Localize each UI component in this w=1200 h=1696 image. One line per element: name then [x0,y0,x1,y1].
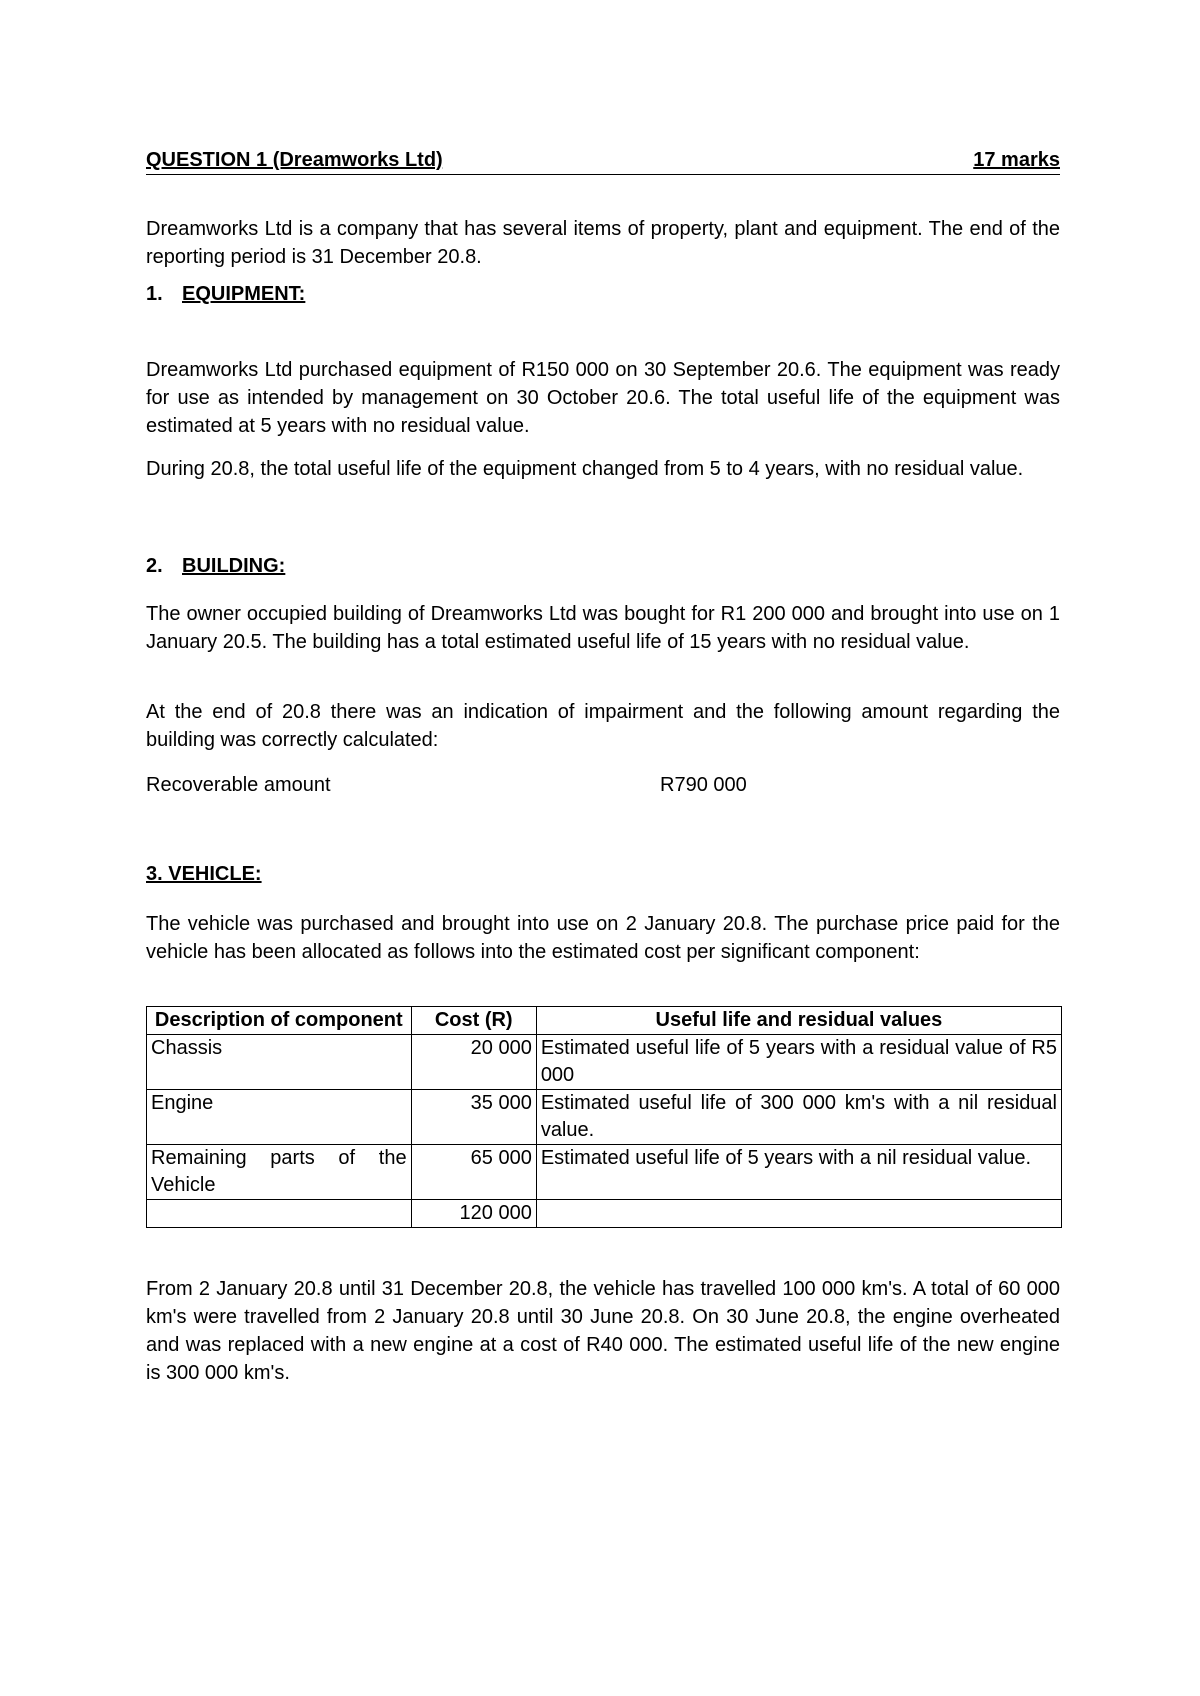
question-header [146,146,1060,175]
section-title: BUILDING: [182,555,286,577]
building-paragraph-2: At the end of 20.8 there was an indication of impairment and the following amount regarding the building was correctly calculated: [146,701,1060,751]
table-cell-description: Remaining parts of the Vehicle [147,1145,412,1200]
table-row [147,1090,1062,1145]
table-header-cell: Cost (R) [411,1007,536,1035]
section-heading-equipment [146,280,1060,308]
recoverable-amount-label: Recoverable amount [146,774,331,796]
section-heading-building [146,552,1060,580]
table-header-cell: Description of component [147,1007,412,1035]
table-row [147,1145,1062,1200]
table-row [147,1035,1062,1090]
table-cell-total-label [147,1200,412,1228]
vehicle-paragraph-2: From 2 January 20.8 until 31 December 20.8, the vehicle has travelled 100 000 km's. A total of 60 000 km's were travelled from 2 January 20.8 until 30 June 20.8. On 30 June 20.8, the engine overheated and was replaced with a new engine at a cost of R40 000. The estimated useful life of the new engine is 300 000 km's. [146,1278,1060,1384]
section-heading-vehicle: 3. VEHICLE: [146,863,262,885]
table-cell-description: Chassis [147,1035,412,1090]
table-cell-cost: 20 000 [411,1035,536,1090]
intro-paragraph: Dreamworks Ltd is a company that has several items of property, plant and equipment. The end of the reporting period is 31 December 20.8. [146,218,1060,268]
table-cell-description: Engine [147,1090,412,1145]
table-header-cell: Useful life and residual values [536,1007,1061,1035]
section-title: EQUIPMENT: [182,283,306,305]
question-title: QUESTION 1 (Dreamworks Ltd) [146,149,443,171]
equipment-paragraph-1: Dreamworks Ltd purchased equipment of R150 000 on 30 September 20.6. The equipment was ready for use as intended by management on 30 October 20.6. The total useful life of the equipment was estimated at 5 years with no residual value. [146,359,1060,437]
building-paragraph-1: The owner occupied building of Dreamworks Ltd was bought for R1 200 000 and brought into use on 1 January 20.5. The building has a total estimated useful life of 15 years with no residual value. [146,603,1060,653]
question-marks: 17 marks [973,149,1060,171]
table-cell-useful-life: Estimated useful life of 5 years with a nil residual value. [536,1145,1061,1200]
recoverable-amount-row [146,771,1060,799]
section-number: 1. [146,283,163,305]
table-cell-total-cost: 120 000 [411,1200,536,1228]
table-cell-useful-life: Estimated useful life of 5 years with a residual value of R5 000 [536,1035,1061,1090]
vehicle-paragraph-1: The vehicle was purchased and brought into use on 2 January 20.8. The purchase price paid for the vehicle has been allocated as follows into the estimated cost per significant component: [146,913,1060,963]
table-header-row [147,1007,1062,1035]
section-number: 2. [146,555,163,577]
table-cell-cost: 65 000 [411,1145,536,1200]
table-cell-useful-life: Estimated useful life of 300 000 km's with a nil residual value. [536,1090,1061,1145]
recoverable-amount-value: R790 000 [660,774,747,796]
table-cell-total-notes [536,1200,1061,1228]
equipment-paragraph-2: During 20.8, the total useful life of the equipment changed from 5 to 4 years, with no residual value. [146,458,1024,480]
vehicle-components-table [146,1006,1062,1228]
table-total-row [147,1200,1062,1228]
table-cell-cost: 35 000 [411,1090,536,1145]
